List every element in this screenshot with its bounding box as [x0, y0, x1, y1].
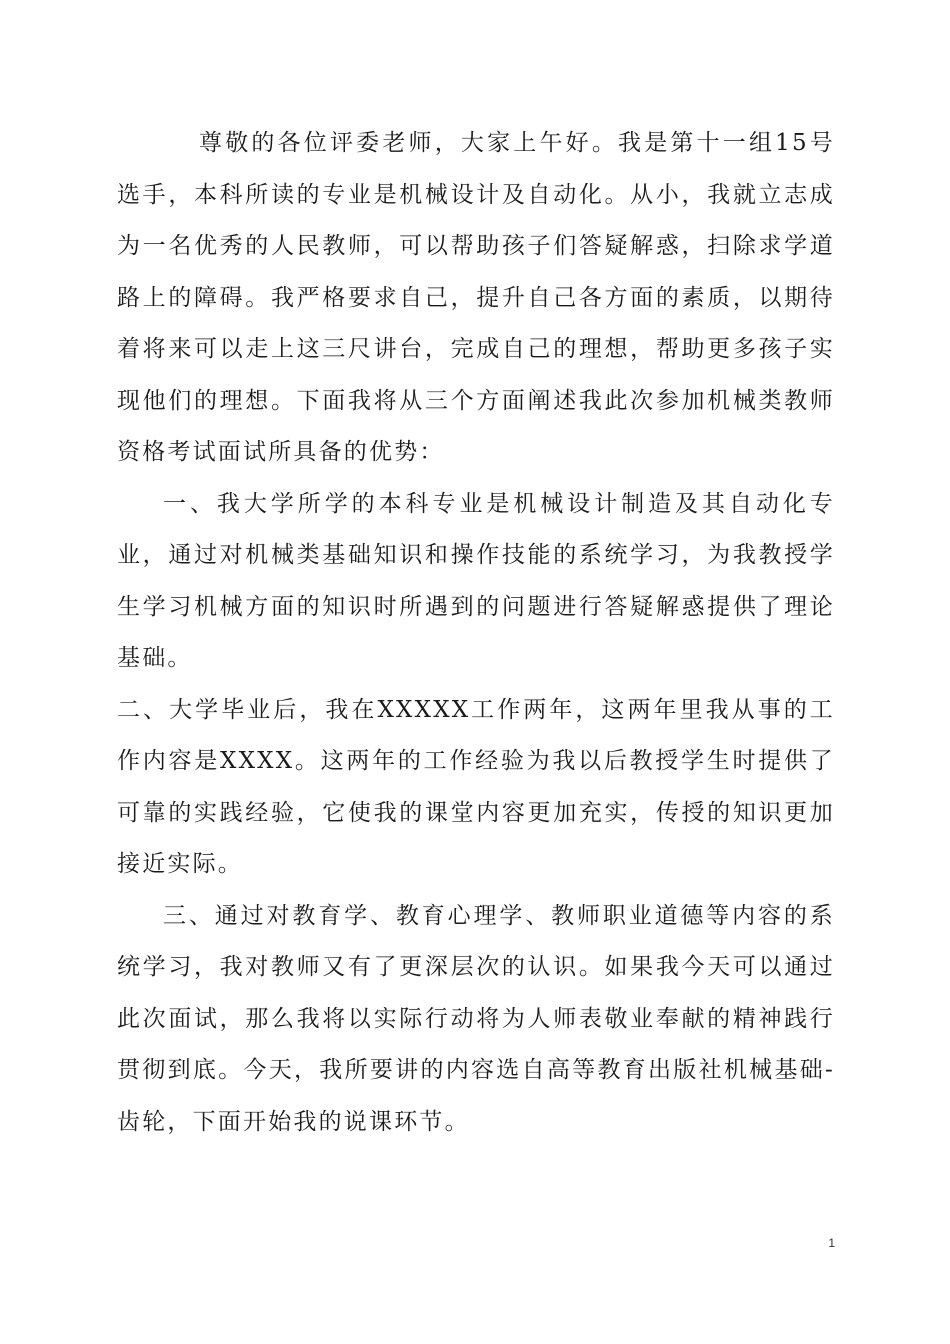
- paragraph-intro: 尊敬的各位评委老师，大家上午好。我是第十一组15号选手，本科所读的专业是机械设计及自动化。从小，我就立志成为一名优秀的人民教师，可以帮助孩子们答疑解惑，扫除求学道路上的障碍。我严格要求自己，提升自己各方面的素质，以期待着将来可以走上这三尺讲台，完成自己的理想，帮助更多孩子实现他们的理想。下面我将从三个方面阐述我此次参加机械类教师资格考试面试所具备的优势：: [117, 130, 835, 465]
- page-number: 1: [828, 1236, 835, 1250]
- paragraph-point-three: 三、通过对教育学、教育心理学、教师职业道德等内容的系统学习，我对教师又有了更深层次的认识。如果我今天可以通过此次面试，那么我将以实际行动将为人师表敬业奉献的精神践行贯彻到底。今天，我所要讲的内容选自高等教育出版社机械基础-齿轮，下面开始我的说课环节。: [117, 902, 835, 1135]
- document-body: [117, 118, 835, 1148]
- paragraph-point-one: 一、我大学所学的本科专业是机械设计制造及其自动化专业，通过对机械类基础知识和操作技能的系统学习，为我教授学生学习机械方面的知识时所遇到的问题进行答疑解惑提供了理论基础。: [117, 490, 835, 671]
- paragraph-point-two: 二、大学毕业后，我在XXXXX工作两年，这两年里我从事的工作内容是XXXX。这两年的工作经验为我以后教授学生时提供了可靠的实践经验，它使我的课堂内容更加充实，传授的知识更加接近实际。: [117, 696, 835, 877]
